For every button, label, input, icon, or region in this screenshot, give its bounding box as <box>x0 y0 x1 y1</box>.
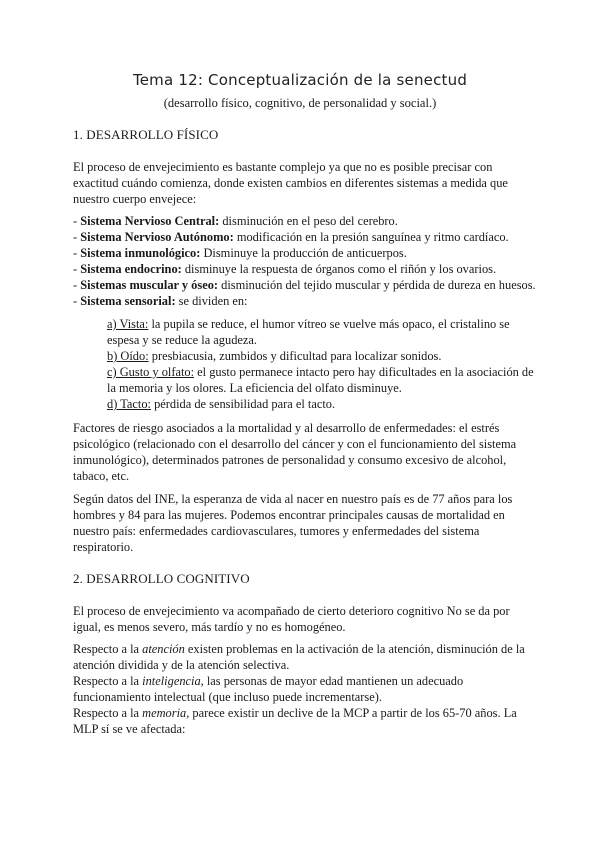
intelligence-term: inteligencia <box>142 674 201 688</box>
list-item: d) Tacto: pérdida de sensibilidad para el tacto. <box>107 397 336 411</box>
attention-term: atención <box>142 642 185 656</box>
system-name: Sistema sensorial: <box>80 294 176 308</box>
ine-paragraph: Según datos del INE, la esperanza de vida al nacer en nuestro país es de 77 años para los hombres y 84 para las mujeres. Podemos encontrar principales causas de mortalidad en nuestro país: enfermedades cardiovasculares, tumores y enfermedades del sistema respiratorio. <box>73 492 513 554</box>
list-item: - Sistema Nervioso Central: disminución en el peso del cerebro. <box>73 214 398 228</box>
page-subtitle: (desarrollo físico, cognitivo, de personalidad y social.) <box>163 96 437 110</box>
system-name: Sistema Nervioso Autónomo: <box>80 230 234 244</box>
memory-term: memoria <box>142 706 187 720</box>
list-item: - Sistema endocrino: disminuye la respuesta de órganos como el riñón y los ovarios. <box>73 262 497 276</box>
section1-intro: El proceso de envejecimiento es bastante complejo ya que no es posible precisar con exactitud cuándo comienza, donde existen cambios en diferentes sistemas a medida que nuestro cuerpo envejece: <box>73 160 508 206</box>
list-item: - Sistema sensorial: se dividen en: <box>73 294 248 308</box>
section2-intro: El proceso de envejecimiento va acompañado de cierto deterioro cognitivo No se da por igual, es menos severo, más tardío y no es homogéneo. <box>73 604 510 634</box>
page-title: Tema 12: Conceptualización de la senectud <box>132 71 468 89</box>
list-item: b) Oído: presbiacusia, zumbidos y dificultad para localizar sonidos. <box>107 349 442 363</box>
sense-label: d) Tacto: <box>107 397 151 411</box>
intelligence-paragraph: Respecto a la inteligencia, las personas de mayor edad mantienen un adecuado funcionamiento intelectual (que incluso puede incrementarse). <box>73 674 464 704</box>
attention-paragraph: Respecto a la atención existen problemas en la activación de la atención, disminución de la atención dividida y de la atención selectiva. <box>73 642 525 672</box>
senses-list <box>107 316 537 412</box>
system-name: Sistema Nervioso Central: <box>80 214 220 228</box>
section2-heading: 2. DESARROLLO COGNITIVO <box>73 571 250 586</box>
sense-label: b) Oído: <box>107 349 149 363</box>
list-item: - Sistema Nervioso Autónomo: modificación en la presión sanguínea y ritmo cardíaco. <box>73 230 509 244</box>
risk-factors-paragraph: Factores de riesgo asociados a la mortalidad y al desarrollo de enfermedades: el estrés psicológico (relacionado con el desarrollo del cáncer y con el funcionamiento del sistema inmunológico), determinados patrones de personalidad y consumo excesivo de alcohol, tabaco, etc. <box>73 421 517 483</box>
list-item: - Sistemas muscular y óseo: disminución del tejido muscular y pérdida de dureza en huesos. <box>73 278 536 292</box>
system-name: Sistema endocrino: <box>80 262 182 276</box>
section1-heading: 1. DESARROLLO FÍSICO <box>73 127 219 142</box>
sense-label: a) Vista: <box>107 317 149 331</box>
list-item: - Sistema inmunológico: Disminuye la producción de anticuerpos. <box>73 246 407 260</box>
system-name: Sistema inmunológico: <box>80 246 201 260</box>
system-name: Sistemas muscular y óseo: <box>80 278 219 292</box>
memory-paragraph: Respecto a la memoria, parece existir un declive de la MCP a partir de los 65-70 años. La MLP sí se ve afectada: <box>73 706 517 736</box>
list-item: c) Gusto y olfato: el gusto permanece intacto pero hay dificultades en la asociación de la memoria y los olores. La eficiencia del olfato disminuye. <box>107 365 534 395</box>
list-item: a) Vista: la pupila se reduce, el humor vítreo se vuelve más opaco, el cristalino se espesa y se reduce la agudeza. <box>107 317 510 347</box>
systems-list <box>73 213 543 309</box>
sense-label: c) Gusto y olfato: <box>107 365 195 379</box>
